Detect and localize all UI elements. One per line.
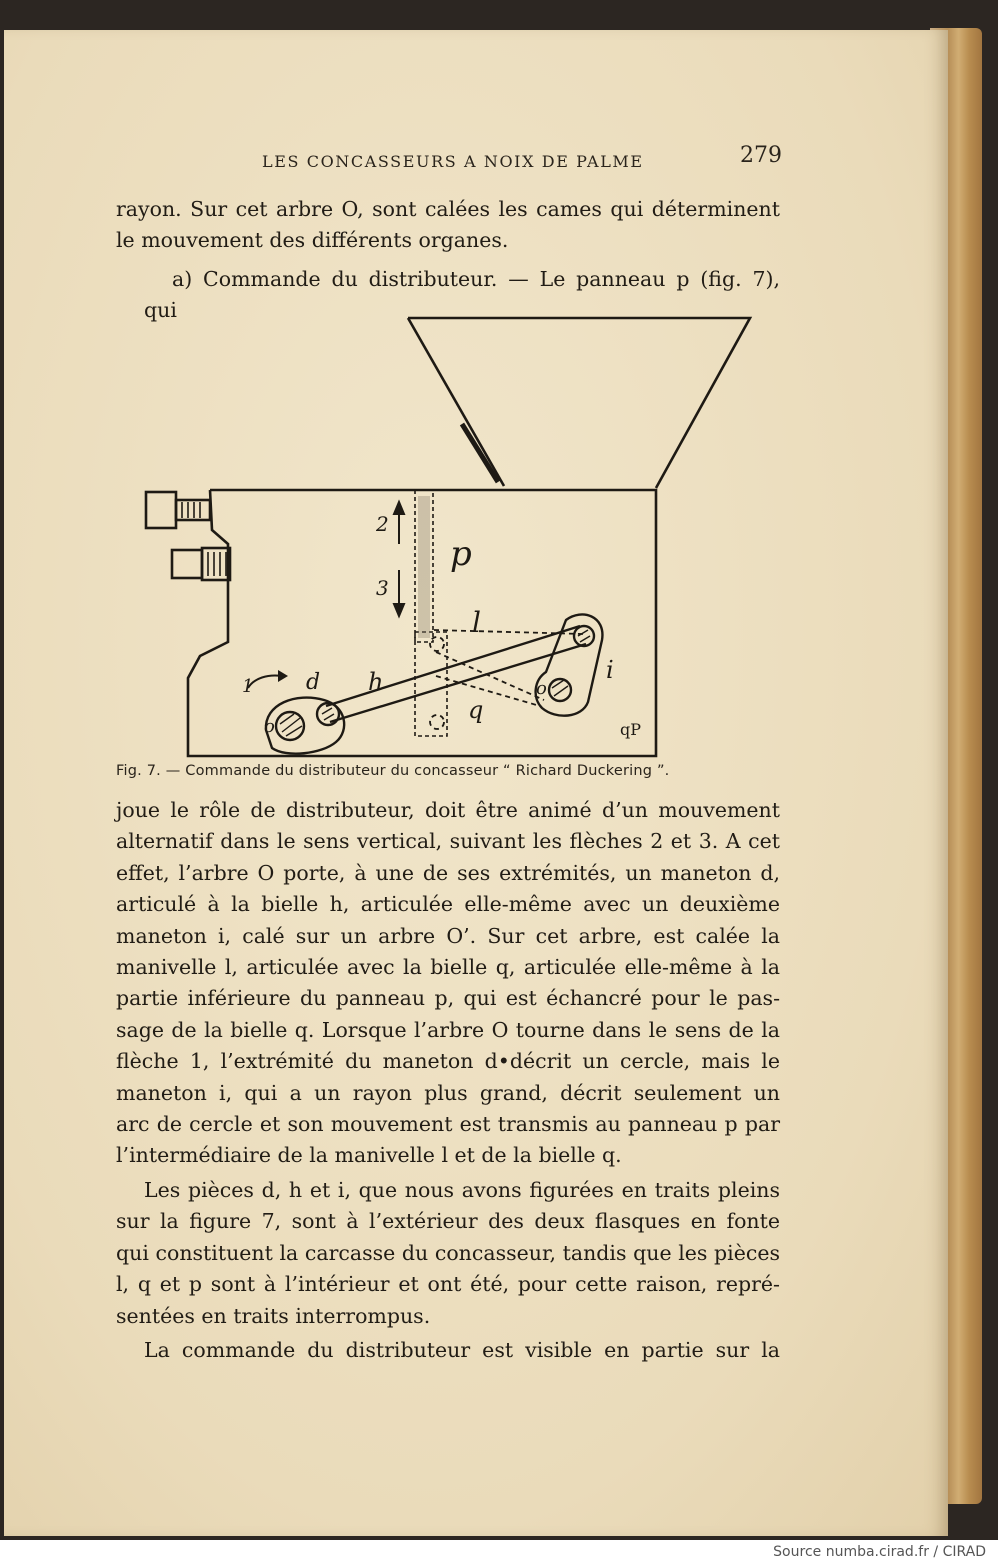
label-h: h [368,668,384,696]
hopper-outline [408,318,750,488]
label-arrow-2: 2 [376,512,389,536]
top-text-block [116,194,780,327]
hopper-flap [462,424,498,482]
text-line: le mouvement des différents organes. [116,228,509,253]
bolt-head-top [146,492,176,528]
text-line: maneton i, calé sur un arbre O’. Sur cet arbre, est calée la [116,923,780,948]
label-arrow-3: 3 [376,576,389,600]
bolt-shank-top [176,500,210,520]
figure-7-diagram [136,312,760,768]
label-l: l [472,606,481,639]
engraver-signature: qP [620,720,642,739]
text-line: partie inférieure du panneau p, qui est échancré pour le pas- [116,986,780,1011]
text-line: alternatif dans le sens vertical, suivant les flèches 2 et 3. A cet [116,829,780,854]
running-title: LES CONCASSEURS A NOIX DE PALME [262,152,644,171]
text-line: articulé à la bielle h, articulée elle-même avec un deuxième [116,892,780,917]
label-o-right: o [536,678,547,699]
text-line: La commande du distributeur est visible en partie sur la [144,1337,780,1362]
text-line: qui constituent la carcasse du concasseur, tandis que les pièces [116,1240,780,1265]
label-d: d [306,670,321,695]
text-line: sur la figure 7, sont à l’extérieur des deux flasques en fonte [116,1209,780,1234]
figure-caption: Fig. 7. — Commande du distributeur du concasseur “ Richard Duckering ”. [116,763,670,779]
text-line: flèche 1, l’extrémité du maneton d•décrit un cercle, mais le [116,1049,780,1074]
text-line: Les pièces d, h et i, que nous avons figurées en traits pleins [144,1177,780,1202]
rod-q [436,652,544,700]
text-line: rayon. Sur cet arbre O, sont calées les cames qui déterminent [116,197,780,221]
label-o-left: o [264,716,275,737]
text-line: arc de cercle et son mouvement est transmis au panneau p par [116,1112,780,1137]
page-number: 279 [740,143,782,168]
text-line: sentées en traits interrompus. [116,1303,431,1328]
text-line: joue le rôle de distributeur, doit être animé d’un mouvement [116,798,780,822]
mechanism-drawing [136,312,760,768]
hopper-left-side [408,318,504,486]
label-i: i [606,656,614,684]
label-q: q [468,696,484,724]
body-text-block [116,795,780,1366]
bolt-head-lower [172,550,202,578]
text-line: l’intermédiaire de la manivelle l et de la bielle q. [116,1143,622,1168]
text-line: maneton i, qui a un rayon plus grand, décrit seulement un [116,1080,780,1105]
text-line: sage de la bielle q. Lorsque l’arbre O tourne dans le sens de la [116,1017,780,1042]
rod-h [326,626,586,722]
source-credit: Source numba.cirad.fr / CIRAD [773,1544,986,1560]
label-arrow-1: 1 [242,676,254,697]
label-p: p [450,534,472,574]
text-line: manivelle l, articulée avec la bielle q, articulée elle-même à la [116,955,780,980]
text-line: a) Commande du distributeur. — Le panneau p (fig. 7), qui [144,266,780,323]
text-line: effet, l’arbre O porte, à une de ses extrémités, un maneton d, [116,860,780,885]
maneton-d [266,698,344,754]
text-line: l, q et p sont à l’intérieur et ont été, pour cette raison, repré- [116,1272,780,1297]
